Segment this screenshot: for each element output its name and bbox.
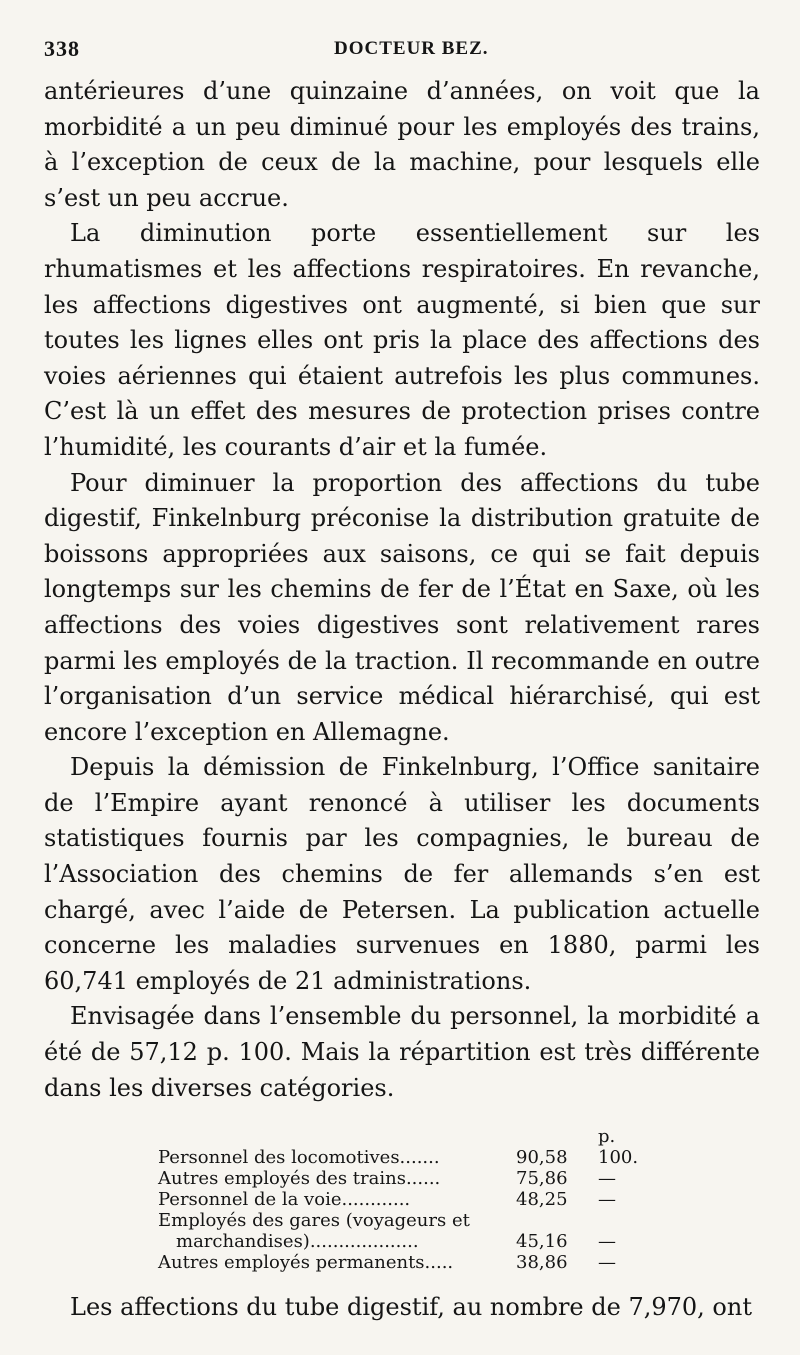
page-number: 338 (44, 36, 80, 61)
row-value: 75,86 (516, 1168, 568, 1189)
row-value (516, 1210, 598, 1231)
body-text (44, 74, 760, 1106)
paragraph: antérieures d’une quinzaine d’années, on voit que la morbidité a un peu diminué pour les employés des trains, à l’exception de ceux de la machine, pour lesquels elle s’est un peu accrue. (44, 77, 760, 212)
row-label: Personnel de la voie............ (158, 1189, 411, 1210)
row-unit: — (598, 1252, 616, 1273)
running-head: DOCTEUR BEZ. (334, 38, 489, 59)
table-row (158, 1231, 658, 1252)
table-row (158, 1189, 658, 1210)
row-value: 48,25 (516, 1189, 568, 1210)
closing-line: Les affections du tube digestif, au nombre de 7,970, ont (70, 1293, 752, 1321)
table-row (158, 1126, 658, 1168)
row-unit: — (598, 1168, 616, 1189)
table-row (158, 1252, 658, 1273)
row-label: Autres employés permanents..... (158, 1252, 454, 1273)
row-label: Personnel des locomotives....... (158, 1147, 440, 1168)
row-unit (598, 1210, 658, 1231)
morbidity-table (158, 1126, 658, 1273)
table-row (158, 1168, 658, 1189)
row-value: 45,16 (516, 1231, 568, 1252)
paragraph: Pour diminuer la proportion des affections du tube digestif, Finkelnburg préconise la distribution gratuite de boissons appropriées aux saisons, ce qui se fait depuis longtemps sur les chemins de fer de l’État en Saxe, où les affections des voies digestives sont relativement rares parmi les employés de la traction. Il recommande en outre l’organisation d’un service médical hiérarchisé, qui est encore l’exception en Allemagne. (44, 468, 760, 746)
table-row (158, 1210, 658, 1231)
row-label: marchandises)................... (176, 1231, 419, 1252)
row-label: Employés des gares (voyageurs et (158, 1210, 470, 1231)
row-unit: — (598, 1231, 616, 1252)
row-label: Autres employés des trains...... (158, 1168, 441, 1189)
paragraph: Envisagée dans l’ensemble du personnel, la morbidité a été de 57,12 p. 100. Mais la répartition est très différente dans les diverses catégories. (44, 1002, 760, 1102)
paragraph: Depuis la démission de Finkelnburg, l’Office sanitaire de l’Empire ayant renoncé à utiliser les documents statistiques fournis par les compagnies, le bureau de l’Association des chemins de fer allemands s’en est chargé, avec l’aide de Petersen. La publication actuelle concerne les maladies survenues en 1880, parmi les 60,741 employés de 21 administrations. (44, 753, 760, 995)
row-unit: p. 100. (598, 1126, 639, 1168)
row-value: 38,86 (516, 1252, 568, 1273)
row-value: 90,58 (516, 1147, 568, 1168)
row-unit: — (598, 1189, 616, 1210)
paragraph: La diminution porte essentiellement sur les rhumatismes et les affections respiratoires. En revanche, les affections digestives ont augmenté, si bien que sur toutes les lignes elles ont pris la place des affections des voies aériennes qui étaient autrefois les plus communes. C’est là un effet des mesures de protection prises contre l’humidité, les courants d’air et la fumée. (44, 219, 760, 461)
